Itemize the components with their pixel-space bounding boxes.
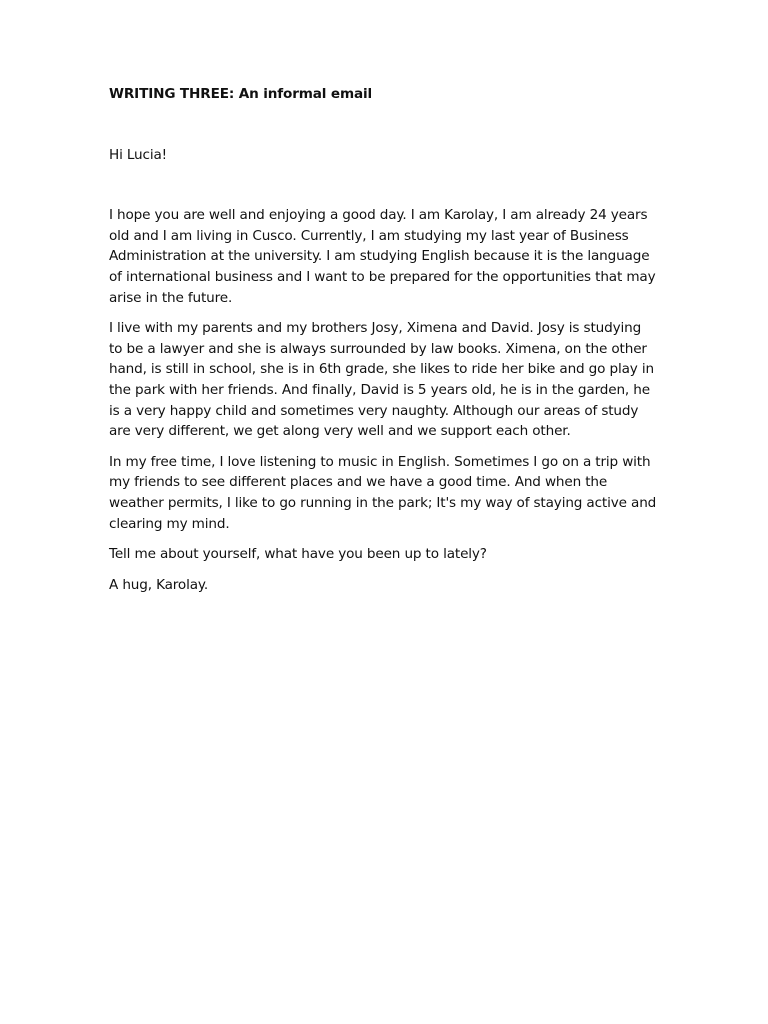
email-paragraph-question: Tell me about yourself, what have you been up to lately? <box>109 546 487 563</box>
email-closing: A hug, Karolay. <box>109 576 209 593</box>
email-paragraph-family: I live with my parents and my brothers Josy, Ximena and David. Josy is studying to be a lawyer and she is always surrounded by law books. Ximena, on the other hand, is still in school, she is in 6th grade, she likes to ride her bike and go play in the park with her friends. And finally, David is 5 years old, he is in the garden, he is a very happy child and sometimes very naughty. Although our areas of study are very different, we get along very well and we support each other. <box>109 320 654 440</box>
email-document <box>109 84 657 605</box>
email-paragraph-intro: I hope you are well and enjoying a good day. I am Karolay, I am already 24 years old and I am living in Cusco. Currently, I am studying my last year of Business Administration at the university. I am studying English because it is the language of international business and I want to be prepared for the opportunities that may arise in the future. <box>109 207 656 306</box>
document-title: WRITING THREE: An informal email <box>109 86 373 102</box>
email-body <box>109 205 657 595</box>
email-paragraph-free-time: In my free time, I love listening to music in English. Sometimes I go on a trip with my friends to see different places and we have a good time. And when the weather permits, I like to go running in the park; It's my way of staying active and clearing my mind. <box>109 453 657 532</box>
email-greeting: Hi Lucia! <box>109 146 167 163</box>
